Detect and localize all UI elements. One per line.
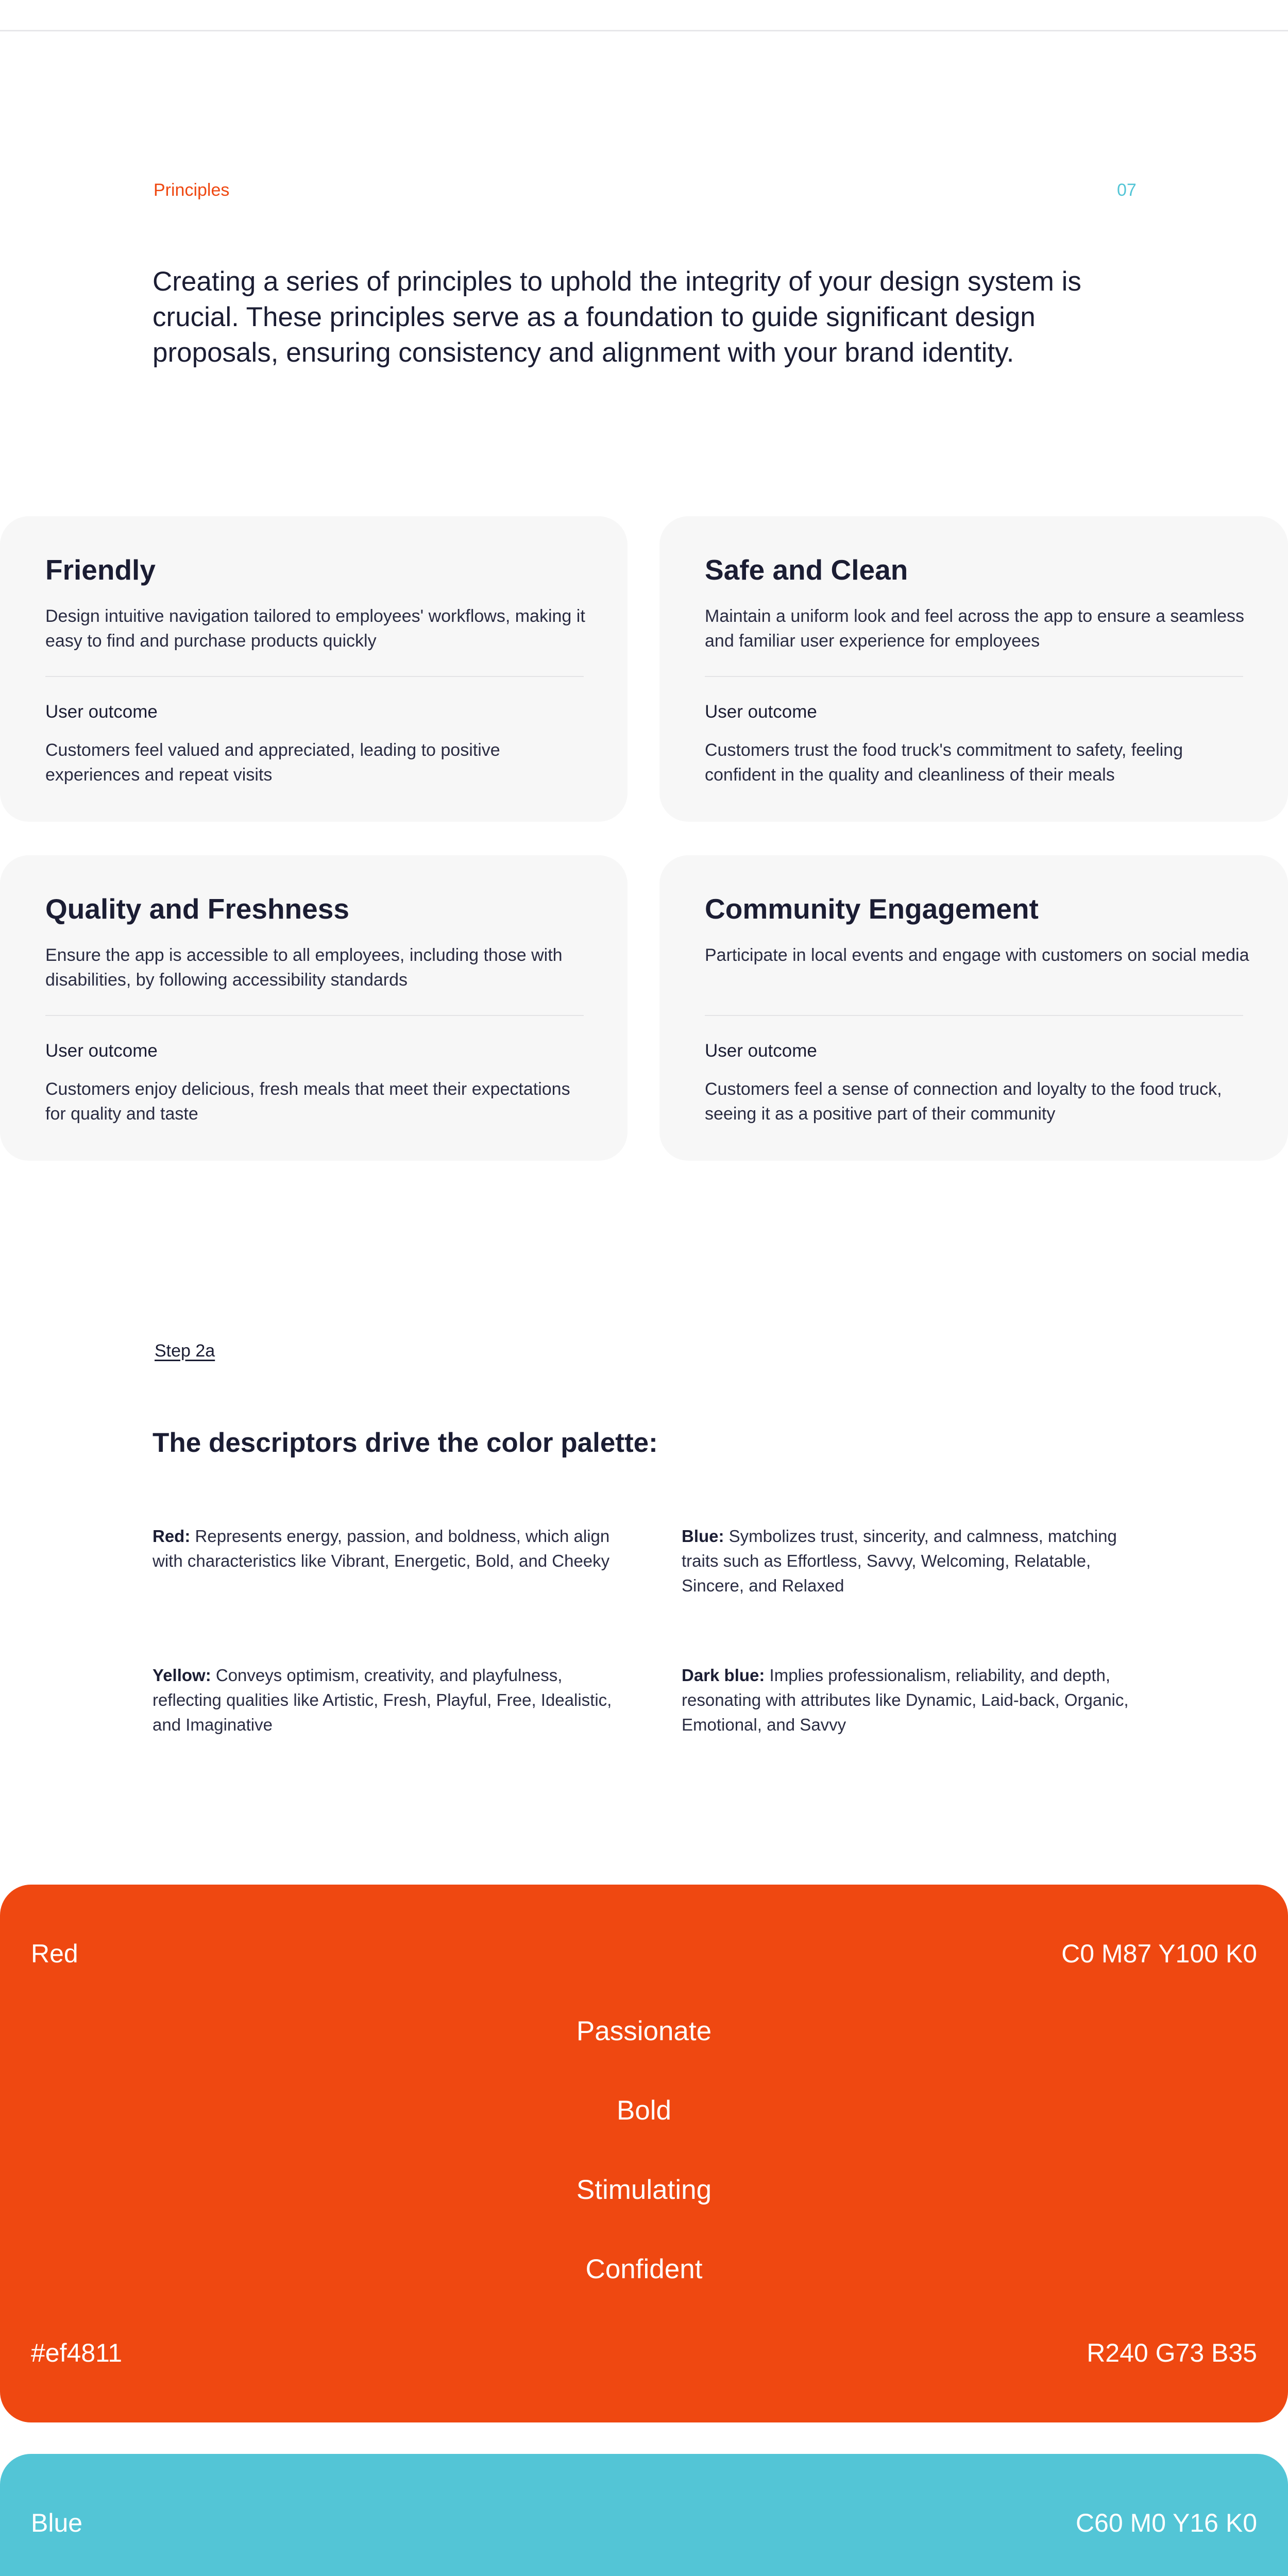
- section-label: Principles: [154, 180, 230, 200]
- swatch-rgb: R240 G73 B35: [1087, 2338, 1257, 2367]
- swatch-blue: [0, 2454, 1288, 2576]
- swatch-hex: #ef4811: [31, 2338, 123, 2367]
- top-divider: [0, 30, 1288, 31]
- swatch-word: Confident: [585, 2254, 703, 2284]
- swatch-cmyk: C0 M87 Y100 K0: [1061, 1939, 1257, 1968]
- descriptor-name: Yellow:: [152, 1666, 211, 1685]
- user-outcome-label: User outcome: [705, 1041, 817, 1061]
- principle-description: Ensure the app is accessible to all employees, including those with disabilities, by following accessibility standards: [45, 945, 563, 990]
- step-link[interactable]: Step 2a: [155, 1341, 215, 1361]
- principle-card-quality-and-freshness: [0, 855, 628, 1161]
- user-outcome-label: User outcome: [45, 702, 158, 722]
- user-outcome-text: Customers trust the food truck's commitment to safety, feeling confident in the quality and cleanliness of their meals: [705, 740, 1183, 785]
- principle-title: Quality and Freshness: [45, 893, 349, 925]
- swatch-cmyk: C60 M0 Y16 K0: [1075, 2509, 1257, 2537]
- user-outcome-text: Customers feel a sense of connection and loyalty to the food truck, seeing it as a positive part of their community: [705, 1079, 1222, 1124]
- card-divider: [705, 1015, 1243, 1016]
- descriptor-name: Red:: [152, 1527, 191, 1546]
- user-outcome-label: User outcome: [45, 1041, 158, 1061]
- card-divider: [705, 676, 1243, 677]
- swatch-name: Red: [31, 1939, 78, 1968]
- user-outcome-text: Customers feel valued and appreciated, leading to positive experiences and repeat visits: [45, 740, 500, 785]
- principle-card-safe-and-clean: [659, 516, 1288, 822]
- user-outcome-text: Customers enjoy delicious, fresh meals that meet their expectations for quality and taste: [45, 1079, 570, 1124]
- user-outcome-label: User outcome: [705, 702, 817, 722]
- principle-title: Safe and Clean: [705, 554, 908, 586]
- card-divider: [45, 1015, 584, 1016]
- page-number: 07: [1117, 180, 1137, 200]
- descriptor-yellow: [152, 1663, 616, 1737]
- descriptor-text: Conveys optimism, creativity, and playfulness, reflecting qualities like Artistic, Fresh, Playful, Free, Idealistic, and Imaginative: [152, 1666, 612, 1734]
- descriptor-dark-blue: [682, 1663, 1145, 1737]
- principle-description: Design intuitive navigation tailored to employees' workflows, making it easy to find and purchase products quickly: [45, 606, 585, 651]
- descriptor-text: Represents energy, passion, and boldness, which align with characteristics like Vibrant, Energetic, Bold, and Cheeky: [152, 1527, 610, 1570]
- principle-description: Maintain a uniform look and feel across the app to ensure a seamless and familiar user experience for employees: [705, 606, 1245, 651]
- swatch-word: Passionate: [576, 2016, 712, 2046]
- descriptor-text: Symbolizes trust, sincerity, and calmness, matching traits such as Effortless, Savvy, Welcoming, Relatable, Sincere, and Relaxed: [682, 1527, 1117, 1595]
- swatch-word: [0, 2561, 1288, 2576]
- principle-title: Friendly: [45, 554, 156, 586]
- swatch-word: Stimulating: [576, 2175, 712, 2205]
- descriptor-name: Blue:: [682, 1527, 724, 1546]
- principle-description: Participate in local events and engage with customers on social media: [705, 945, 1249, 965]
- principle-card-friendly: [0, 516, 628, 822]
- principle-title: Community Engagement: [705, 893, 1039, 925]
- swatch-name: Blue: [31, 2509, 83, 2537]
- card-divider: [45, 676, 584, 677]
- descriptor-name: Dark blue:: [682, 1666, 765, 1685]
- descriptor-heading: The descriptors drive the color palette:: [152, 1428, 658, 1458]
- principle-card-community-engagement: [659, 855, 1288, 1161]
- descriptor-blue: [682, 1524, 1145, 1598]
- descriptor-red: [152, 1524, 616, 1573]
- swatch-red: [0, 1885, 1288, 2422]
- principles-intro: Creating a series of principles to uphold the integrity of your design system is crucial. These principles serve as a foundation to guide significant design proposals, ensuring consistency and alignment with your brand identity.: [152, 266, 1081, 368]
- descriptor-text: Implies professionalism, reliability, and depth, resonating with attributes like Dynamic, Laid-back, Organic, Emotional, and Savvy: [682, 1666, 1129, 1734]
- swatch-word: Bold: [616, 2095, 672, 2126]
- swatch-descriptors: [0, 2016, 1288, 2309]
